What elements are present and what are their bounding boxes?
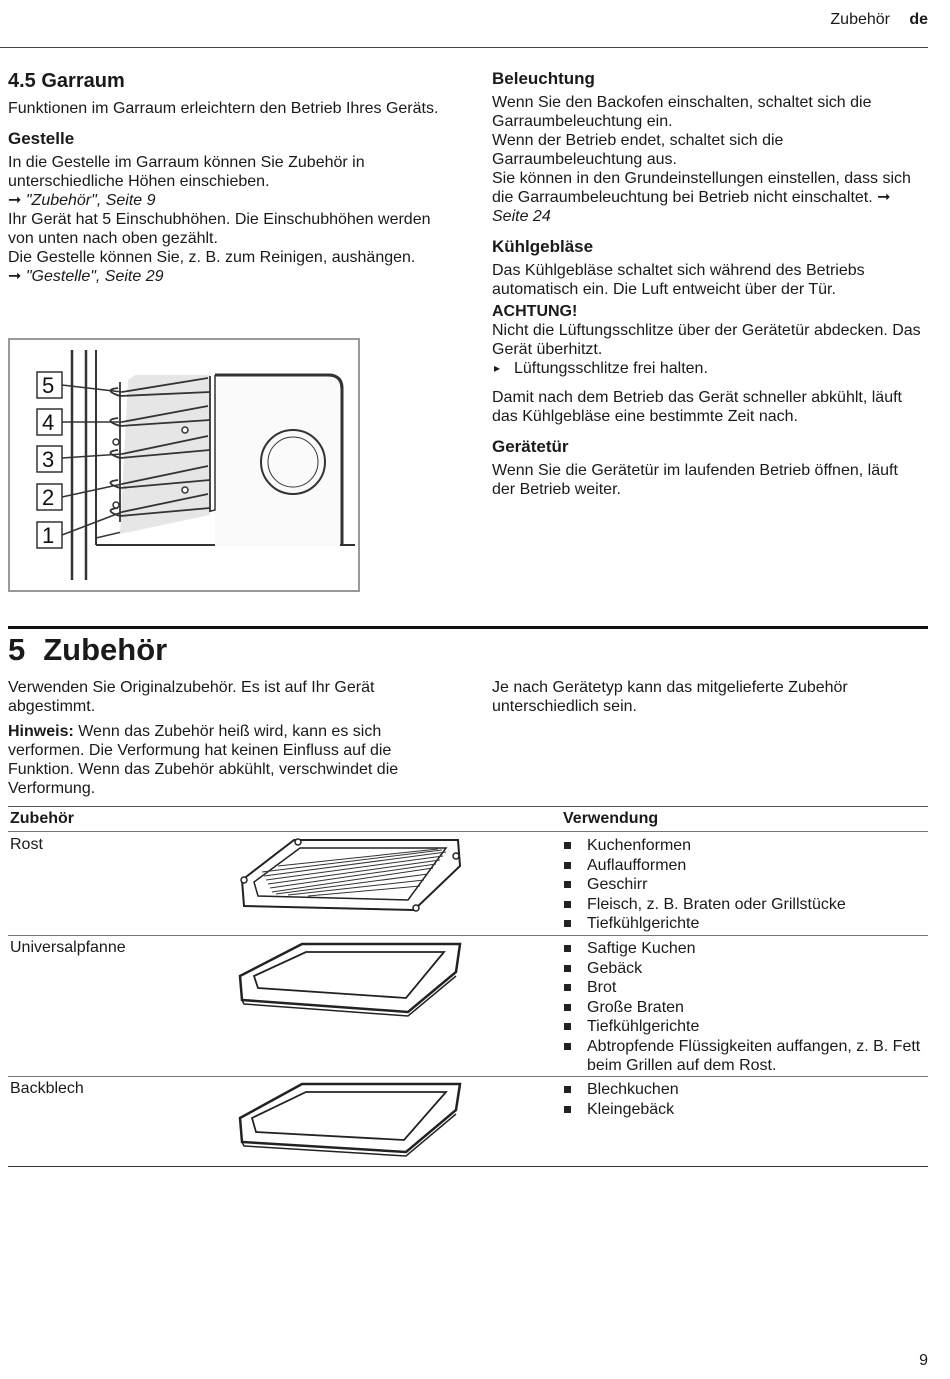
table-top-rule <box>8 806 928 807</box>
list-item: Tiefkühlgerichte <box>560 914 925 934</box>
list-item: Brot <box>560 978 925 998</box>
garraum-heading: 4.5 Garraum <box>8 70 125 92</box>
arrow-right-icon: ➞ <box>8 192 22 209</box>
table-row-backblech-uses <box>560 1080 925 1119</box>
list-item: Auflaufformen <box>560 856 925 876</box>
hinweis-label: Hinweis: <box>8 723 74 740</box>
table-row-universalpfanne-name: Universalpfanne <box>10 939 126 956</box>
table-row-backblech-name: Backblech <box>10 1080 84 1097</box>
table-bottom-rule <box>8 1166 928 1167</box>
list-item: Große Braten <box>560 998 925 1018</box>
achtung-text: Nicht die Lüftungsschlitze über der Gerätetür abdecken. Das Gerät überhitzt. <box>492 322 921 358</box>
gestelle-text-3: Die Gestelle können Sie, z. B. zum Reinigen, aushängen. <box>8 249 416 266</box>
chapter-divider <box>8 626 928 629</box>
table-row-rost-uses <box>560 836 925 934</box>
list-item: Geschirr <box>560 875 925 895</box>
chapter-title-text: Zubehör <box>43 632 168 667</box>
arrow-right-icon: ➞ <box>877 189 891 206</box>
list-item: Saftige Kuchen <box>560 939 925 959</box>
universal-pan-illustration <box>236 938 464 1020</box>
beleuchtung-text-3 <box>492 169 922 226</box>
table-row-divider <box>8 935 928 936</box>
achtung-step: ▸ Lüftungsschlitze frei halten. <box>492 359 922 378</box>
list-item: Tiefkühlgerichte <box>560 1017 925 1037</box>
kuehlgeblaese-heading: Kühlgebläse <box>492 237 594 256</box>
level-3-label: 3 <box>42 447 55 472</box>
header-section-title: Zubehör <box>830 11 890 28</box>
kuehlgeblaese-text-1: Das Kühlgebläse schaltet sich während des Betriebs automatisch ein. Die Luft entweicht über der Tür. <box>492 262 865 298</box>
list-item: Kleingebäck <box>560 1100 925 1120</box>
table-row-divider <box>8 1076 928 1077</box>
chapter-intro-right: Je nach Gerätetyp kann das mitgelieferte Zubehör unterschiedlich sein. <box>492 679 848 715</box>
gestelle-text-1: In die Gestelle im Garraum können Sie Zubehör in unterschiedliche Höhen einschieben. <box>8 154 365 190</box>
geraetetuer-text: Wenn Sie die Gerätetür im laufenden Betrieb öffnen, läuft der Betrieb weiter. <box>492 462 898 498</box>
garraum-section <box>8 68 440 286</box>
list-item: Abtropfende Flüssigkeiten auffangen, z. B. Fett beim Grillen auf dem Rost. <box>560 1037 925 1076</box>
table-row-rost-name: Rost <box>10 836 43 853</box>
level-2-label: 2 <box>42 485 55 510</box>
list-item: Kuchenformen <box>560 836 925 856</box>
arrow-right-icon: ➞ <box>8 268 22 285</box>
gestelle-heading: Gestelle <box>8 129 75 148</box>
chapter-intro-left <box>8 678 448 798</box>
page-number: 9 <box>919 1352 928 1369</box>
level-4-label: 4 <box>42 410 55 435</box>
list-item: Blechkuchen <box>560 1080 925 1100</box>
list-item: Gebäck <box>560 959 925 979</box>
list-item: Fleisch, z. B. Braten oder Grillstücke <box>560 895 925 915</box>
gestelle-ref-1[interactable] <box>8 191 440 210</box>
beleuchtung-text-2: Wenn der Betrieb endet, schaltet sich die Garraumbeleuchtung aus. <box>492 132 784 168</box>
hinweis-note <box>8 722 448 798</box>
chapter-intro-text: Verwenden Sie Originalzubehör. Es ist auf Ihr Gerät abgestimmt. <box>8 679 375 715</box>
oven-interior-illustration <box>10 340 358 590</box>
baking-tray-illustration <box>236 1078 464 1160</box>
garraum-intro: Funktionen im Garraum erleichtern den Betrieb Ihres Geräts. <box>8 100 439 117</box>
beleuchtung-ref[interactable]: Seite 24 <box>492 208 551 225</box>
beleuchtung-text-1: Wenn Sie den Backofen einschalten, schaltet sich die Garraumbeleuchtung ein. <box>492 94 872 130</box>
beleuchtung-text-3-body: Sie können in den Grundeinstellungen einstellen, dass sich die Garraumbeleuchtung bei Betrieb nicht einschaltet. <box>492 170 911 206</box>
level-1-label: 1 <box>42 523 55 548</box>
chapter-number: 5 <box>8 632 26 667</box>
table-header-rule <box>8 831 928 832</box>
header-divider <box>0 47 928 48</box>
level-5-label: 5 <box>42 373 55 398</box>
hinweis-text: Wenn das Zubehör heiß wird, kann es sich verformen. Die Verformung hat keinen Einfluss auf die Funktion. Wenn das Zubehör abkühlt, verschwindet die Verformung. <box>8 723 399 797</box>
achtung-label: ACHTUNG! <box>492 303 578 320</box>
table-header-zubehoer: Zubehör <box>10 810 74 827</box>
beleuchtung-heading: Beleuchtung <box>492 69 595 88</box>
wire-rack-illustration <box>238 836 468 920</box>
chapter-title <box>8 632 167 668</box>
gestelle-ref-2-text[interactable]: "Gestelle", Seite 29 <box>25 268 164 285</box>
gestelle-ref-2[interactable] <box>8 267 440 286</box>
gestelle-text-2: Ihr Gerät hat 5 Einschubhöhen. Die Einschubhöhen werden von unten nach oben gezählt. <box>8 211 431 247</box>
oven-rack-levels-figure <box>8 338 360 592</box>
geraetetuer-heading: Gerätetür <box>492 437 569 456</box>
kuehlgeblaese-text-2: Damit nach dem Betrieb das Gerät schneller abkühlt, läuft das Kühlgebläse eine bestimmte Zeit nach. <box>492 389 902 425</box>
table-row-universalpfanne-uses <box>560 939 925 1076</box>
gestelle-ref-1-text[interactable]: "Zubehör", Seite 9 <box>25 192 156 209</box>
table-header-verwendung: Verwendung <box>563 810 659 827</box>
right-column <box>492 68 922 499</box>
header-language: de <box>909 11 928 28</box>
